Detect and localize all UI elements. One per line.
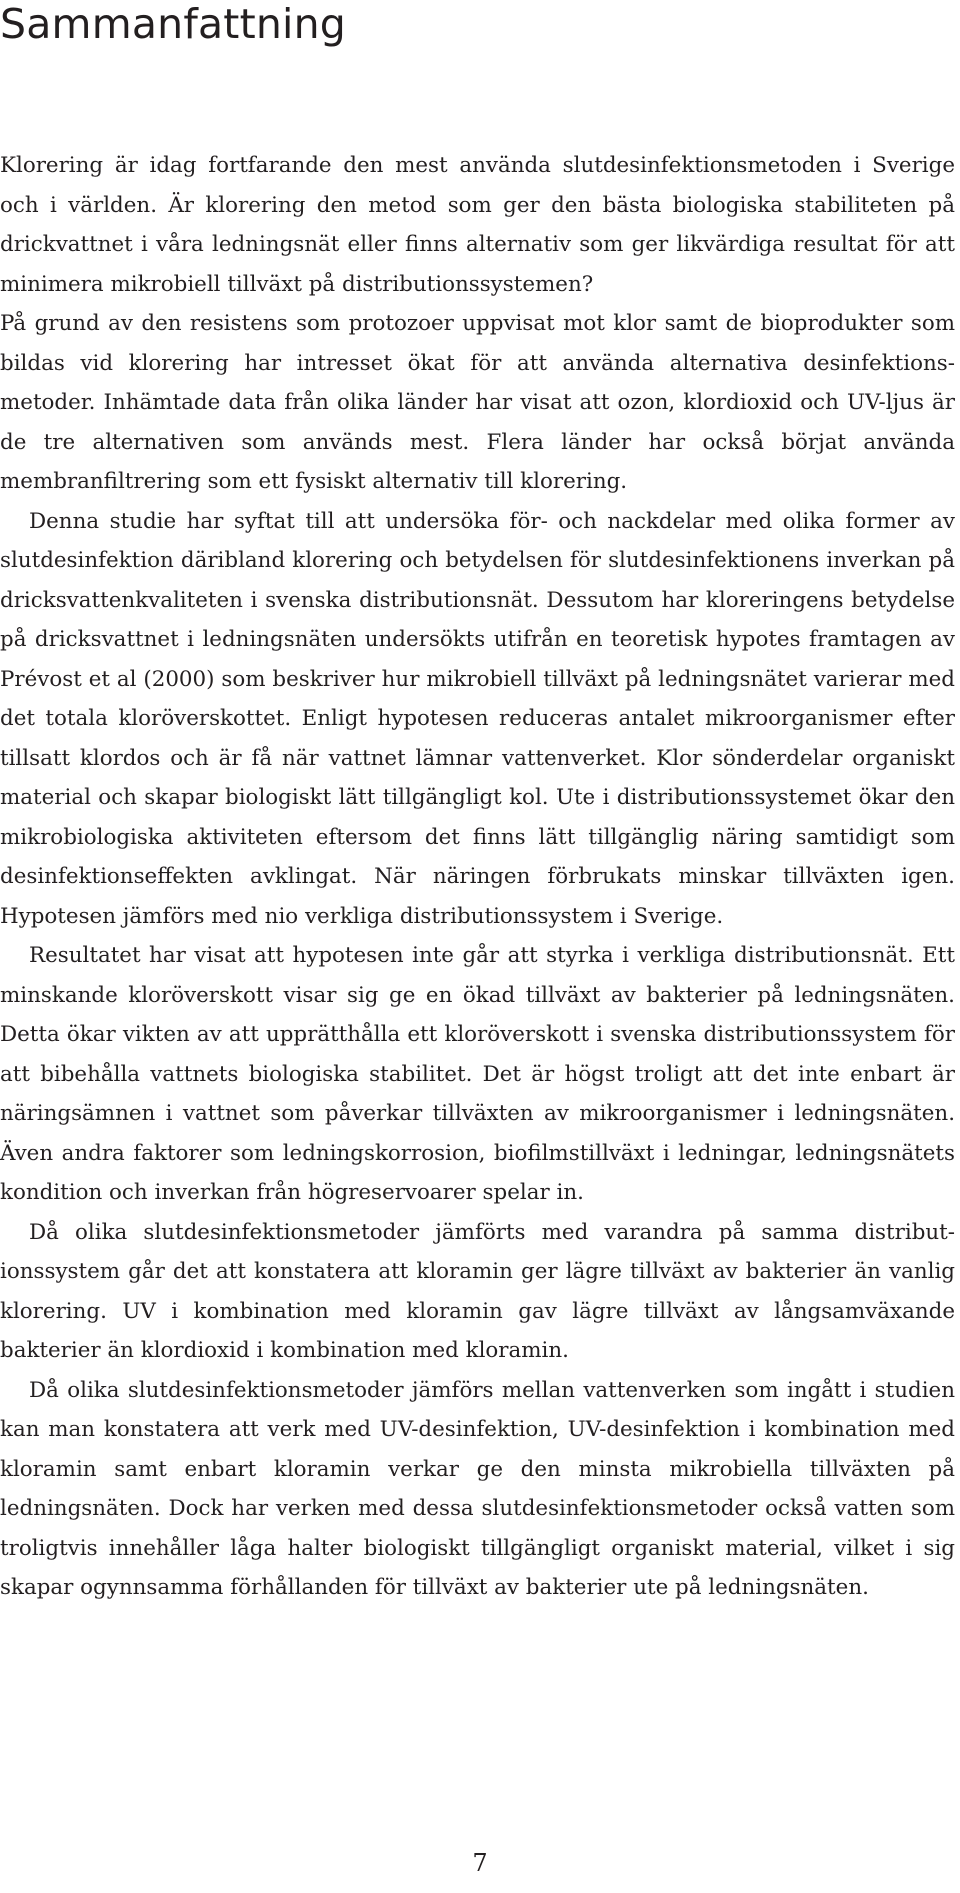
paragraph-alternatives: På grund av den resistens som protozoer uppvisat mot klor samt de bioprodukter som bildas vid klorering har intresset ökat för att använda alternativa desinfektionsmetoder. Inhämtade data från olika länder har visat att ozon, klordioxid och UV-ljus är de tre alternativen som används mest. Flera länder har också börjat använda membranfiltrering som ett fysiskt alternativ till klorering. [0,311,955,494]
page-number: 7 [472,1849,488,1877]
summary-body [0,146,955,1608]
paragraph-method-comparison: Då olika slutdesinfektionsmetoder jämförts med varandra på samma distributionssystem går det att konstatera att kloramin ger lägre tillväxt av bakterier än vanlig klorering. UV i kombination med kloramin gav lägre tillväxt av långsamväxande bakterier än klordioxid i kombination med kloramin. [0,1219,955,1363]
paragraph-study-aim: Denna studie har syftat till att undersöka för- och nackdelar med olika former av slutdesinfektion däribland klorering och betydelsen för slutdesinfektionens inverkan på dricksvattenkvaliteten i svenska distributionsnät. Dessutom har kloreringens betydelse på dricksvattnet i ledningsnäten undersökts utifrån en teoretisk hypotes framtagen av Prévost et al (2000) som beskriver hur mikrobiell tillväxt på ledningsnätet varierar med det totala kloröverskottet. Enligt hypotesen reduceras antalet mikroorganismer efter tillsatt klordos och är få när vattnet lämnar vattenverket. Klor sönderdelar organiskt material och skapar biologiskt lätt tillgängligt kol. Ute i distributionssystemet ökar den mikrobiologiska aktiviteten eftersom det finns lätt tillgänglig näring samtidigt som desinfektionseffekten avklingat. När näringen förbrukats minskar tillväxten igen. Hypotesen jämförs med nio verkliga distributionssystem i Sverige. [0,508,955,929]
paragraph-results: Resultatet har visat att hypotesen inte går att styrka i verkliga distributionsnät. Ett minskande kloröverskott visar sig ge en ökad tillväxt av bakterier på ledningsnäten. Detta ökar vikten av att upprätthålla ett kloröverskott i svenska distributionssystem för att bibehålla vattnets biologiska stabilitet. Det är högst troligt att det inte enbart är näringsämnen i vattnet som påverkar tillväxten av mikroorganismer i ledningsnäten. Även andra faktorer som ledningskorrosion, biofilmstillväxt i ledningar, ledningsnätets kondition och inverkan från högreservoarer spelar in. [0,943,955,1205]
page-title: Sammanfattning [0,0,347,48]
paragraph-plant-comparison: Då olika slutdesinfektionsmetoder jämförs mellan vattenverken som ingått i studien kan man konstatera att verk med UV-desinfektion, UV-desinfektion i kombination med kloramin samt enbart kloramin verkar ge den minsta mikrobiella tillväxten på ledningsnäten. Dock har verken med dessa slutdesinfektionsmetoder också vatten som troligtvis innehåller låga halter biologiskt tillgängligt organiskt material, vilket i sig skapar ogynnsamma förhållanden för tillväxt av bakterier ute på ledningsnäten. [0,1377,955,1600]
paragraph-intro: Klorering är idag fortfarande den mest använda slutdesinfektionsmetoden i Sverige och i världen. Är klorering den metod som ger den bästa biologiska stabiliteten på drickvattnet i våra ledningsnät eller finns alternativ som ger likvärdiga resultat för att minimera mikrobiell tillväxt på distributionssystemen? [0,153,955,297]
